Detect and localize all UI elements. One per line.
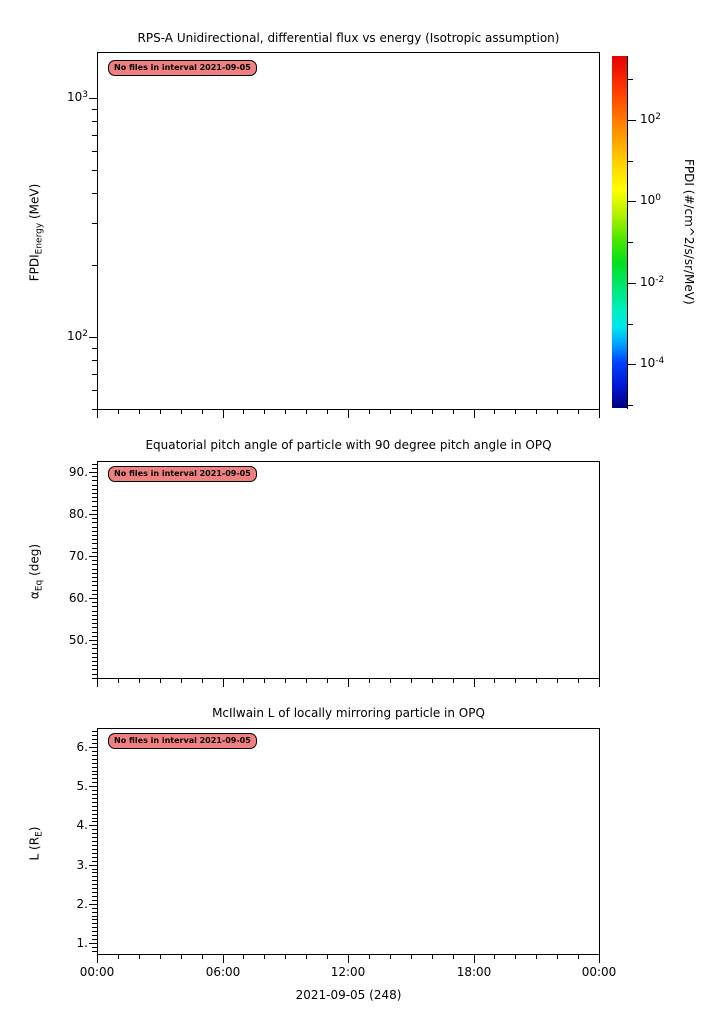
x-major-tick [348, 954, 349, 963]
y-minor-tick [92, 531, 97, 532]
y-minor-tick [92, 121, 97, 122]
colorbar-minor-tick [628, 79, 633, 80]
x-minor-tick [494, 954, 495, 959]
x-tick-label: 18:00 [456, 965, 492, 979]
y-minor-tick [92, 845, 97, 846]
x-tick-label: 06:00 [205, 965, 241, 979]
y-minor-tick [92, 480, 97, 481]
y-minor-tick [92, 810, 97, 811]
y-minor-tick [92, 888, 97, 889]
x-minor-tick [557, 409, 558, 414]
y-minor-tick [92, 908, 97, 909]
y-minor-tick [92, 876, 97, 877]
y-tick-label: 50. [68, 633, 88, 647]
colorbar-title: FPDI (#/cm^2/s/sr/MeV) [682, 159, 696, 305]
colorbar-minor-tick [628, 242, 633, 243]
x-minor-tick [327, 409, 328, 414]
x-minor-tick [432, 409, 433, 414]
y-major-tick [89, 337, 97, 338]
y-minor-tick [92, 743, 97, 744]
y-minor-tick [92, 818, 97, 819]
y-minor-tick [92, 374, 97, 375]
panel1-plot-area [97, 52, 600, 410]
x-minor-tick [118, 409, 119, 414]
y-minor-tick [92, 865, 97, 866]
x-minor-tick [536, 954, 537, 959]
y-minor-tick [92, 581, 97, 582]
y-minor-tick [92, 653, 97, 654]
colorbar-tick-label: $10^0$ [640, 193, 662, 207]
y-minor-tick [92, 360, 97, 361]
y-minor-tick [92, 665, 97, 666]
panel1-y-axis-label: $FPDI_{Energy}$ (MeV) [27, 183, 45, 282]
y-minor-tick [92, 904, 97, 905]
y-minor-tick [92, 923, 97, 924]
y-minor-tick [92, 602, 97, 603]
x-major-tick [474, 409, 475, 418]
y-minor-tick [92, 767, 97, 768]
x-minor-tick [264, 954, 265, 959]
x-minor-tick [139, 954, 140, 959]
y-minor-tick [92, 869, 97, 870]
y-tick-label: 80. [68, 507, 88, 521]
y-minor-tick [92, 892, 97, 893]
y-minor-tick [92, 611, 97, 612]
y-minor-tick [92, 170, 97, 171]
y-minor-tick [92, 615, 97, 616]
colorbar-major-tick [628, 201, 636, 202]
y-tick-label: $10^2$ [66, 329, 88, 343]
y-minor-tick [92, 640, 97, 641]
x-minor-tick [306, 954, 307, 959]
y-minor-tick [92, 837, 97, 838]
panel3-no-data-badge: No files in interval 2021-09-05 [108, 733, 257, 749]
x-tick-label: 00:00 [79, 965, 115, 979]
y-minor-tick [92, 821, 97, 822]
y-minor-tick [92, 265, 97, 266]
x-minor-tick [202, 678, 203, 683]
x-minor-tick [411, 678, 412, 683]
y-minor-tick [92, 606, 97, 607]
colorbar-major-tick [628, 283, 636, 284]
y-minor-tick [92, 556, 97, 557]
x-tick-label: 12:00 [330, 965, 366, 979]
y-minor-tick [92, 543, 97, 544]
y-minor-tick [92, 644, 97, 645]
y-minor-tick [92, 798, 97, 799]
x-minor-tick [264, 409, 265, 414]
y-minor-tick [92, 755, 97, 756]
y-minor-tick [92, 802, 97, 803]
y-minor-tick [92, 731, 97, 732]
y-minor-tick [92, 632, 97, 633]
x-major-tick [599, 409, 600, 418]
x-minor-tick [557, 954, 558, 959]
y-minor-tick [92, 518, 97, 519]
y-minor-tick [92, 548, 97, 549]
y-tick-label: 70. [68, 549, 88, 563]
y-tick-label: 2. [76, 897, 88, 911]
x-minor-tick [369, 678, 370, 683]
x-major-tick [348, 409, 349, 418]
x-minor-tick [515, 678, 516, 683]
y-minor-tick [92, 935, 97, 936]
y-minor-tick [92, 751, 97, 752]
y-minor-tick [92, 472, 97, 473]
x-minor-tick [160, 409, 161, 414]
colorbar-tick-label: $10^{-2}$ [640, 275, 665, 289]
x-minor-tick [243, 409, 244, 414]
y-minor-tick [92, 759, 97, 760]
y-minor-tick [92, 778, 97, 779]
y-minor-tick [92, 931, 97, 932]
y-minor-tick [92, 135, 97, 136]
x-axis-title: 2021-09-05 (248) [295, 988, 402, 1002]
x-minor-tick [369, 954, 370, 959]
y-minor-tick [92, 539, 97, 540]
colorbar-minor-tick [628, 405, 633, 406]
colorbar-major-tick [628, 120, 636, 121]
y-minor-tick [92, 806, 97, 807]
panel2-title: Equatorial pitch angle of particle with 90 degree pitch angle in OPQ [145, 438, 552, 452]
x-minor-tick [243, 954, 244, 959]
y-minor-tick [92, 771, 97, 772]
x-minor-tick [306, 678, 307, 683]
panel1-title: RPS-A Unidirectional, differential flux vs energy (Isotropic assumption) [137, 31, 560, 45]
x-minor-tick [139, 678, 140, 683]
y-minor-tick [92, 786, 97, 787]
y-minor-tick [92, 648, 97, 649]
x-major-tick [599, 678, 600, 687]
y-minor-tick [92, 577, 97, 578]
x-minor-tick [181, 678, 182, 683]
x-minor-tick [118, 678, 119, 683]
x-minor-tick [578, 409, 579, 414]
y-minor-tick [92, 763, 97, 764]
panel2-no-data-badge: No files in interval 2021-09-05 [108, 466, 257, 482]
y-minor-tick [92, 468, 97, 469]
y-tick-label: 1. [76, 936, 88, 950]
y-minor-tick [92, 485, 97, 486]
colorbar-minor-tick [628, 161, 633, 162]
y-minor-tick [92, 943, 97, 944]
y-minor-tick [92, 535, 97, 536]
y-minor-tick [92, 951, 97, 952]
y-minor-tick [92, 590, 97, 591]
y-minor-tick [92, 514, 97, 515]
y-minor-tick [92, 657, 97, 658]
y-minor-tick [92, 861, 97, 862]
y-minor-tick [92, 527, 97, 528]
y-minor-tick [92, 884, 97, 885]
x-minor-tick [285, 409, 286, 414]
x-minor-tick [160, 678, 161, 683]
x-major-tick [97, 409, 98, 418]
y-minor-tick [92, 669, 97, 670]
y-minor-tick [92, 841, 97, 842]
x-minor-tick [515, 954, 516, 959]
y-minor-tick [92, 522, 97, 523]
y-minor-tick [92, 560, 97, 561]
y-minor-tick [92, 501, 97, 502]
y-minor-tick [92, 464, 97, 465]
y-tick-label: 3. [76, 858, 88, 872]
y-minor-tick [92, 790, 97, 791]
y-minor-tick [92, 489, 97, 490]
y-tick-label: $10^3$ [66, 90, 88, 104]
y-minor-tick [92, 919, 97, 920]
x-minor-tick [181, 409, 182, 414]
panel3-plot-area [97, 728, 600, 955]
y-minor-tick [92, 493, 97, 494]
y-minor-tick [92, 739, 97, 740]
y-minor-tick [92, 476, 97, 477]
x-minor-tick [411, 954, 412, 959]
colorbar-axis-line [627, 56, 628, 409]
x-minor-tick [390, 954, 391, 959]
y-tick-label: 5. [76, 779, 88, 793]
colorbar-gradient [612, 56, 627, 408]
y-minor-tick [92, 774, 97, 775]
y-minor-tick [92, 552, 97, 553]
x-minor-tick [181, 954, 182, 959]
y-minor-tick [92, 872, 97, 873]
y-minor-tick [92, 880, 97, 881]
y-minor-tick [92, 825, 97, 826]
y-minor-tick [92, 109, 97, 110]
y-minor-tick [92, 853, 97, 854]
x-major-tick [223, 678, 224, 687]
x-minor-tick [494, 678, 495, 683]
x-minor-tick [390, 678, 391, 683]
colorbar-tick-label: $10^2$ [640, 112, 662, 126]
y-tick-label: 90. [68, 465, 88, 479]
x-minor-tick [453, 954, 454, 959]
x-minor-tick [118, 954, 119, 959]
x-minor-tick [557, 678, 558, 683]
x-minor-tick [453, 409, 454, 414]
x-minor-tick [536, 409, 537, 414]
y-minor-tick [92, 661, 97, 662]
x-minor-tick [202, 954, 203, 959]
x-minor-tick [327, 954, 328, 959]
panel3-y-axis-label: L $(R_E)$ [27, 826, 45, 861]
x-minor-tick [264, 678, 265, 683]
x-major-tick [474, 954, 475, 963]
x-major-tick [97, 678, 98, 687]
y-minor-tick [92, 912, 97, 913]
y-minor-tick [92, 782, 97, 783]
x-minor-tick [160, 954, 161, 959]
y-minor-tick [92, 564, 97, 565]
x-minor-tick [432, 678, 433, 683]
y-tick-label: 4. [76, 818, 88, 832]
y-minor-tick [92, 193, 97, 194]
x-minor-tick [285, 954, 286, 959]
y-minor-tick [92, 594, 97, 595]
x-major-tick [223, 954, 224, 963]
y-minor-tick [92, 794, 97, 795]
y-minor-tick [92, 151, 97, 152]
y-minor-tick [92, 896, 97, 897]
x-minor-tick [432, 954, 433, 959]
y-minor-tick [92, 348, 97, 349]
y-minor-tick [92, 636, 97, 637]
y-minor-tick [92, 916, 97, 917]
x-minor-tick [306, 409, 307, 414]
y-minor-tick [92, 569, 97, 570]
y-minor-tick [92, 627, 97, 628]
x-major-tick [223, 409, 224, 418]
x-minor-tick [536, 678, 537, 683]
x-minor-tick [578, 954, 579, 959]
y-minor-tick [92, 735, 97, 736]
x-minor-tick [411, 409, 412, 414]
x-major-tick [97, 954, 98, 963]
colorbar-major-tick [628, 364, 636, 365]
y-minor-tick [92, 585, 97, 586]
y-minor-tick [92, 497, 97, 498]
y-tick-label: 6. [76, 740, 88, 754]
y-minor-tick [92, 674, 97, 675]
y-minor-tick [92, 619, 97, 620]
y-minor-tick [92, 623, 97, 624]
colorbar-minor-tick [628, 324, 633, 325]
x-major-tick [599, 954, 600, 963]
y-minor-tick [92, 573, 97, 574]
x-minor-tick [285, 678, 286, 683]
x-minor-tick [390, 409, 391, 414]
x-major-tick [474, 678, 475, 687]
y-minor-tick [92, 857, 97, 858]
y-tick-label: 60. [68, 591, 88, 605]
y-minor-tick [92, 506, 97, 507]
panel3-title: McIlwain L of locally mirroring particle in OPQ [212, 706, 485, 720]
x-minor-tick [139, 409, 140, 414]
x-minor-tick [494, 409, 495, 414]
x-minor-tick [243, 678, 244, 683]
x-minor-tick [453, 678, 454, 683]
x-minor-tick [202, 409, 203, 414]
y-major-tick [89, 98, 97, 99]
y-minor-tick [92, 927, 97, 928]
y-minor-tick [92, 939, 97, 940]
x-minor-tick [369, 409, 370, 414]
y-minor-tick [92, 833, 97, 834]
x-tick-label: 00:00 [581, 965, 617, 979]
x-minor-tick [515, 409, 516, 414]
y-minor-tick [92, 510, 97, 511]
colorbar-tick-label: $10^{-4}$ [640, 356, 665, 370]
x-minor-tick [578, 678, 579, 683]
panel2-plot-area [97, 461, 600, 679]
y-minor-tick [92, 598, 97, 599]
y-minor-tick [92, 814, 97, 815]
y-minor-tick [92, 390, 97, 391]
panel2-y-axis-label: $\alpha_{Eq}$ (deg) [27, 543, 45, 600]
y-minor-tick [92, 829, 97, 830]
y-minor-tick [92, 947, 97, 948]
x-major-tick [348, 678, 349, 687]
x-minor-tick [327, 678, 328, 683]
y-minor-tick [92, 900, 97, 901]
y-minor-tick [92, 223, 97, 224]
panel1-no-data-badge: No files in interval 2021-09-05 [108, 60, 257, 76]
y-minor-tick [92, 747, 97, 748]
y-minor-tick [92, 849, 97, 850]
